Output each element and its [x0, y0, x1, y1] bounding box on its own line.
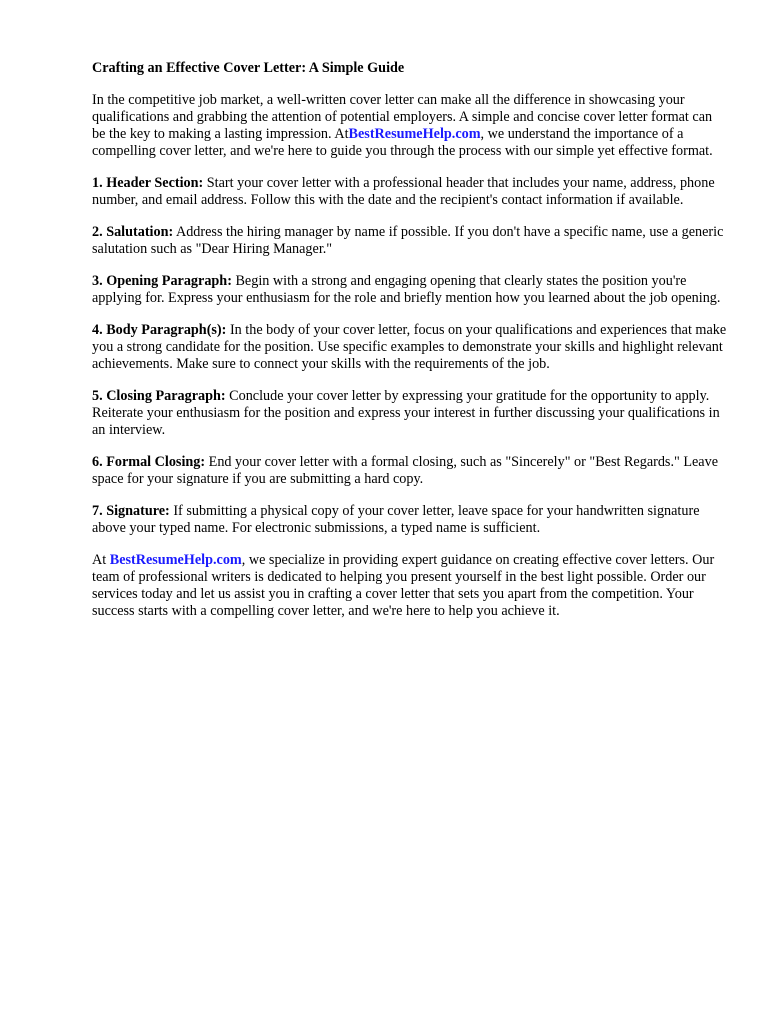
intro-text-before: In the competitive job market, a well-written cover letter can make all the difference in showcasing your qualifications and grabbing the attention of potential employers. A simple and concise cover letter format can be the key to making a lasting impression. At: [92, 92, 713, 142]
section-label: 4. Body Paragraph(s):: [92, 322, 227, 338]
section-label: 6. Formal Closing:: [92, 454, 206, 470]
outro-text-before: At: [92, 552, 110, 568]
document-title: Crafting an Effective Cover Letter: A Simple Guide: [92, 60, 405, 76]
section-label: 5. Closing Paragraph:: [92, 388, 226, 404]
outro-text-after: , we specialize in providing expert guidance on creating effective cover letters. Our team of professional writers is dedicated to helping you present yourself in the best light possible. Order our services today and let us assist you in crafting a cover letter that sets you apart from the competition. Your success starts with a compelling cover letter, and we're here to help you achieve it.: [92, 552, 715, 619]
intro-link-bestresumehelp[interactable]: BestResumeHelp.com: [348, 126, 481, 142]
section-opening-paragraph: [92, 273, 728, 307]
section-text: Address the hiring manager by name if possible. If you don't have a specific name, use a generic salutation such as "Dear Hiring Manager.": [92, 224, 724, 257]
section-text: Conclude your cover letter by expressing your gratitude for the opportunity to apply. Reiterate your enthusiasm for the position and express your interest in further discussing your qualifications in an interview.: [92, 388, 720, 438]
section-header: [92, 175, 728, 209]
section-signature: [92, 503, 728, 537]
section-label: 7. Signature:: [92, 503, 170, 519]
section-text: If submitting a physical copy of your cover letter, leave space for your handwritten signature above your typed name. For electronic submissions, a typed name is sufficient.: [92, 503, 700, 536]
section-label: 3. Opening Paragraph:: [92, 273, 232, 289]
section-salutation: [92, 224, 728, 258]
section-body-paragraphs: [92, 322, 728, 373]
section-label: 2. Salutation:: [92, 224, 174, 240]
section-label: 1. Header Section:: [92, 175, 204, 191]
outro-link-bestresumehelp[interactable]: BestResumeHelp.com: [109, 552, 242, 568]
section-text: End your cover letter with a formal closing, such as "Sincerely" or "Best Regards." Leave space for your signature if you are submitting a hard copy.: [92, 454, 718, 487]
section-text: Start your cover letter with a professional header that includes your name, address, phone number, and email address. Follow this with the date and the recipient's contact information if available.: [92, 175, 715, 208]
section-text: Begin with a strong and engaging opening that clearly states the position you're applying for. Express your enthusiasm for the role and briefly mention how you learned about the job opening.: [92, 273, 721, 306]
section-closing-paragraph: [92, 388, 728, 439]
document-page: [92, 60, 728, 635]
outro-paragraph: [92, 552, 728, 620]
section-text: In the body of your cover letter, focus on your qualifications and experiences that make you a strong candidate for the position. Use specific examples to demonstrate your skills and highlight relevant achievements. Make sure to connect your skills with the requirements of the job.: [92, 322, 727, 372]
intro-paragraph: [92, 92, 728, 160]
intro-text-after: , we understand the importance of a compelling cover letter, and we're here to guide you through the process with our simple yet effective format.: [92, 126, 713, 159]
section-formal-closing: [92, 454, 728, 488]
